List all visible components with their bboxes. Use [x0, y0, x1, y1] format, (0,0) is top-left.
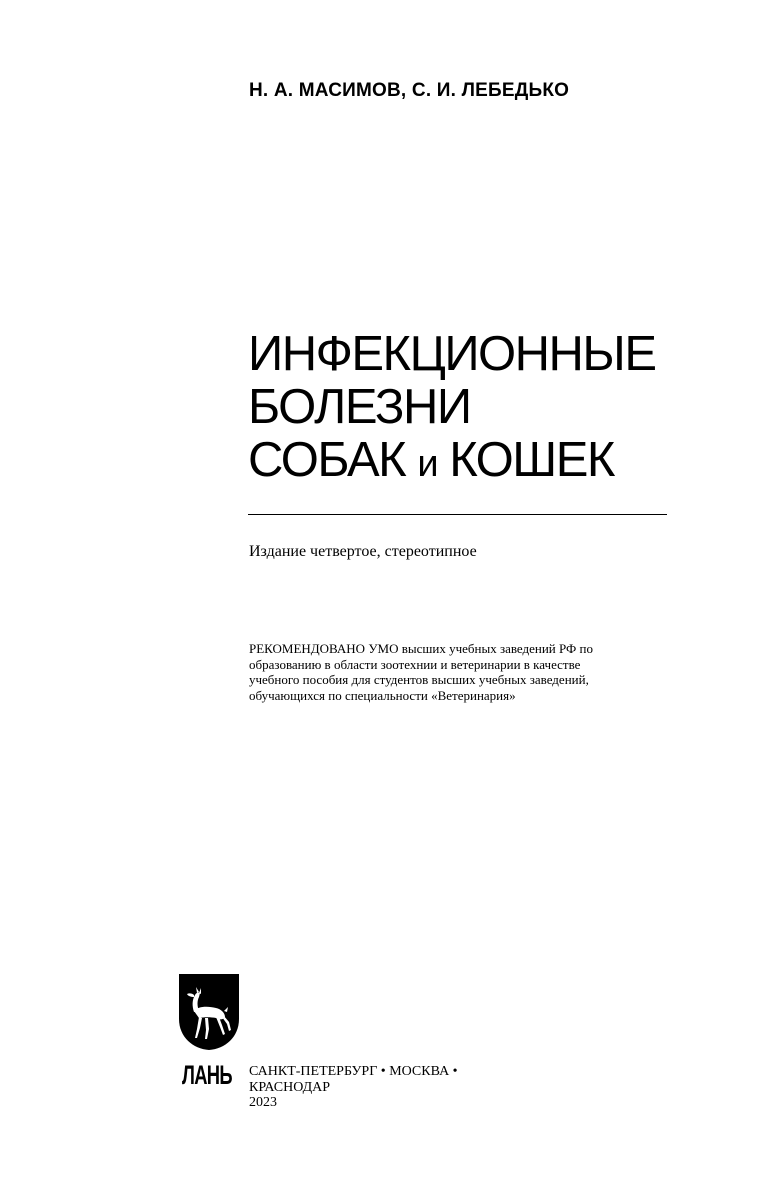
title-divider — [248, 514, 667, 515]
authors: Н. А. МАСИМОВ, С. И. ЛЕБЕДЬКО — [249, 80, 570, 101]
edition-note: Издание четвертое, стереотипное — [249, 543, 477, 560]
publisher-logo-text: ЛАНЬ — [182, 1060, 232, 1090]
title-word-cats: КОШЕК — [437, 433, 614, 487]
recommendation-line-3: учебного пособия для студентов высших учебных заведений, — [249, 672, 589, 687]
title-conjunction: и — [417, 443, 438, 485]
recommendation-text — [249, 641, 661, 703]
title-line-3 — [248, 434, 656, 491]
deer-shield-icon — [178, 973, 240, 1051]
recommendation-line-1: РЕКОМЕНДОВАНО УМО высших учебных заведений РФ по — [249, 641, 593, 656]
book-title — [248, 328, 656, 491]
imprint-year: 2023 — [249, 1095, 277, 1110]
imprint-cities-line-2: КРАСНОДАР — [249, 1079, 331, 1095]
recommendation-line-2: образованию в области зоотехнии и ветеринарии в качестве — [249, 656, 581, 672]
imprint — [249, 1064, 458, 1111]
recommendation-line-4: обучающихся по специальности «Ветеринария» — [249, 687, 516, 703]
title-line-2: БОЛЕЗНИ — [248, 380, 471, 434]
title-line-1: ИНФЕКЦИОННЫЕ — [248, 327, 656, 381]
imprint-cities-line-1: САНКТ-ПЕТЕРБУРГ • МОСКВА • — [249, 1064, 458, 1079]
title-word-dogs: СОБАК — [248, 433, 418, 487]
